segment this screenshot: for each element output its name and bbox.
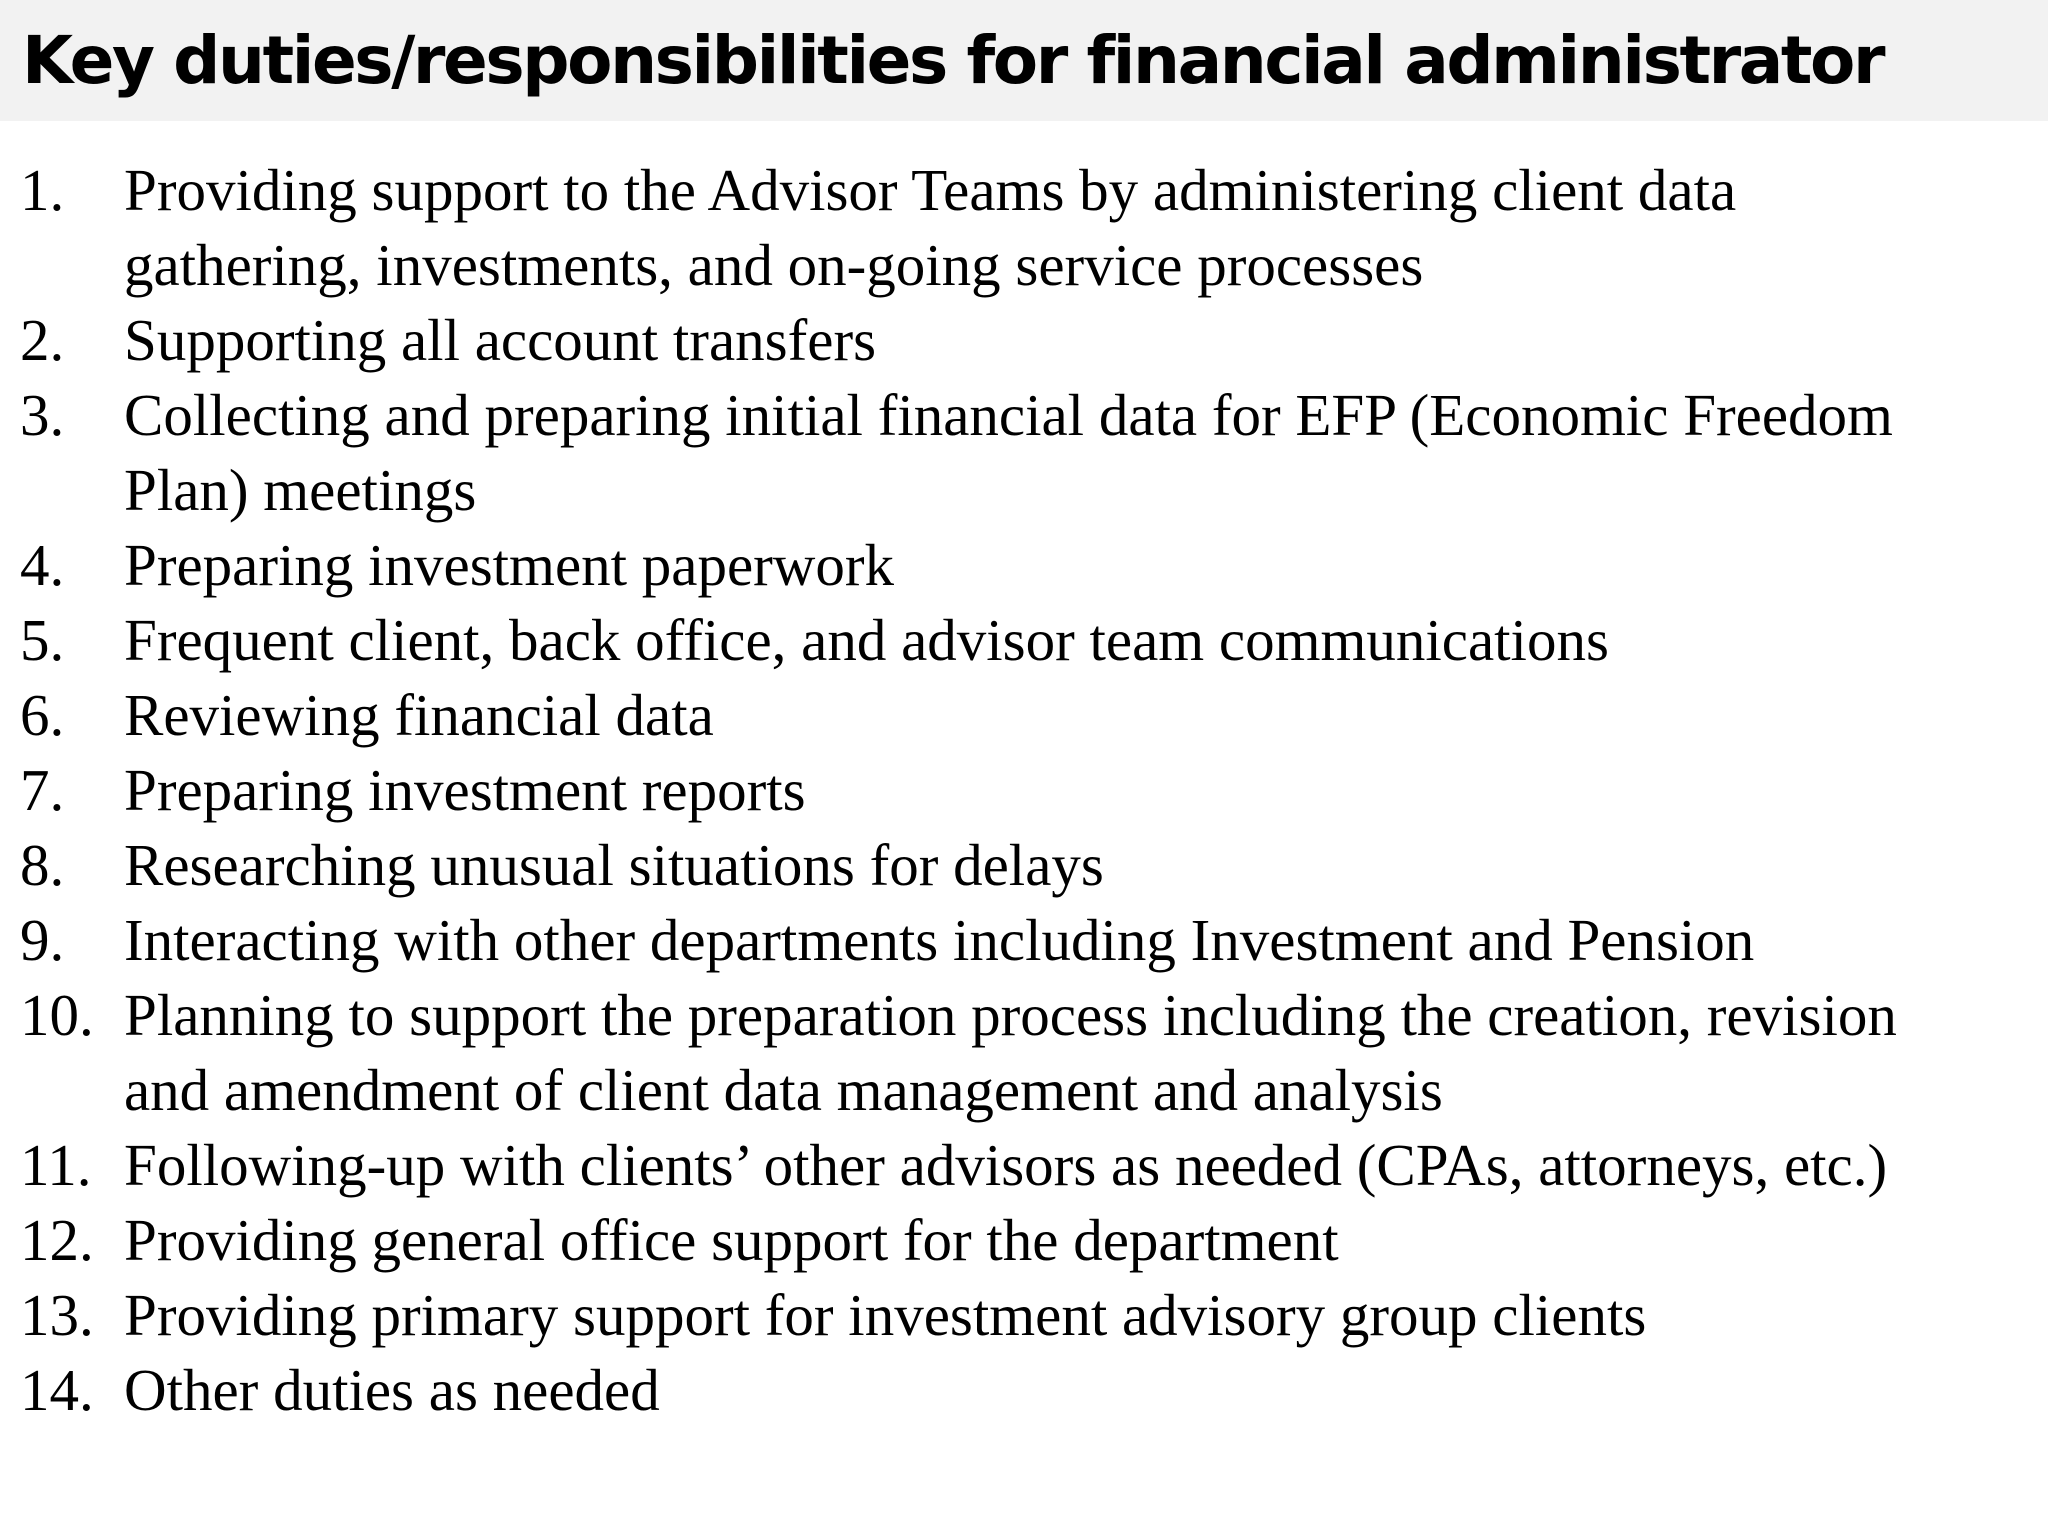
duty-item-2	[0, 303, 1924, 378]
duty-text-line: gathering, investments, and on-going service processes	[124, 232, 1424, 298]
duty-number: 13.	[20, 1282, 94, 1348]
duty-number: 4.	[20, 532, 65, 598]
duty-text-line: Interacting with other departments including Investment and Pension	[124, 907, 1755, 973]
title-bar	[0, 0, 2048, 121]
duty-text-line: Supporting all account transfers	[124, 307, 877, 373]
duty-item-3	[0, 378, 1924, 528]
duty-number: 6.	[20, 682, 65, 748]
duty-item-6	[0, 678, 1924, 753]
duty-text-line: Other duties as needed	[124, 1357, 660, 1423]
duty-number: 3.	[20, 382, 65, 448]
duty-number: 12.	[20, 1207, 94, 1273]
duty-text-line: Providing support to the Advisor Teams by administering client data	[124, 157, 1737, 223]
duty-number: 7.	[20, 757, 65, 823]
duty-item-9	[0, 903, 1924, 978]
duty-item-10	[0, 978, 1924, 1128]
duty-number: 5.	[20, 607, 65, 673]
duty-text-line: Preparing investment paperwork	[124, 532, 895, 598]
duty-text-line: Providing general office support for the department	[124, 1207, 1339, 1273]
duties-list	[0, 153, 2048, 1428]
duty-item-7	[0, 753, 1924, 828]
duty-text-line: Preparing investment reports	[124, 757, 806, 823]
duty-item-11	[0, 1128, 1924, 1203]
duty-text-line: Reviewing financial data	[124, 682, 714, 748]
duty-item-4	[0, 528, 1924, 603]
duty-item-8	[0, 828, 1924, 903]
duty-text-line: Researching unusual situations for delays	[124, 832, 1104, 898]
duty-number: 1.	[20, 157, 65, 223]
page-title: Key duties/responsibilities for financial administrator	[22, 22, 1884, 99]
duty-number: 8.	[20, 832, 65, 898]
duty-number: 14.	[20, 1357, 94, 1423]
duty-number: 9.	[20, 907, 65, 973]
duty-item-12	[0, 1203, 1924, 1278]
duty-text-line: Frequent client, back office, and advisor team communications	[124, 607, 1609, 673]
duty-text-line: Plan) meetings	[124, 457, 477, 523]
duty-text-line: Following-up with clients’ other advisors as needed (CPAs, attorneys, etc.)	[124, 1132, 1888, 1198]
duty-text-line: Providing primary support for investment advisory group clients	[124, 1282, 1647, 1348]
duty-number: 10.	[20, 982, 94, 1048]
duty-number: 11.	[20, 1132, 92, 1198]
duty-item-14	[0, 1353, 1924, 1428]
duty-text-line: and amendment of client data management and analysis	[124, 1057, 1443, 1123]
duty-text-line: Planning to support the preparation process including the creation, revision	[124, 982, 1897, 1048]
duty-text-line: Collecting and preparing initial financial data for EFP (Economic Freedom	[124, 382, 1893, 448]
duty-item-5	[0, 603, 1924, 678]
duty-item-1	[0, 153, 1924, 303]
duty-item-13	[0, 1278, 1924, 1353]
duty-number: 2.	[20, 307, 65, 373]
